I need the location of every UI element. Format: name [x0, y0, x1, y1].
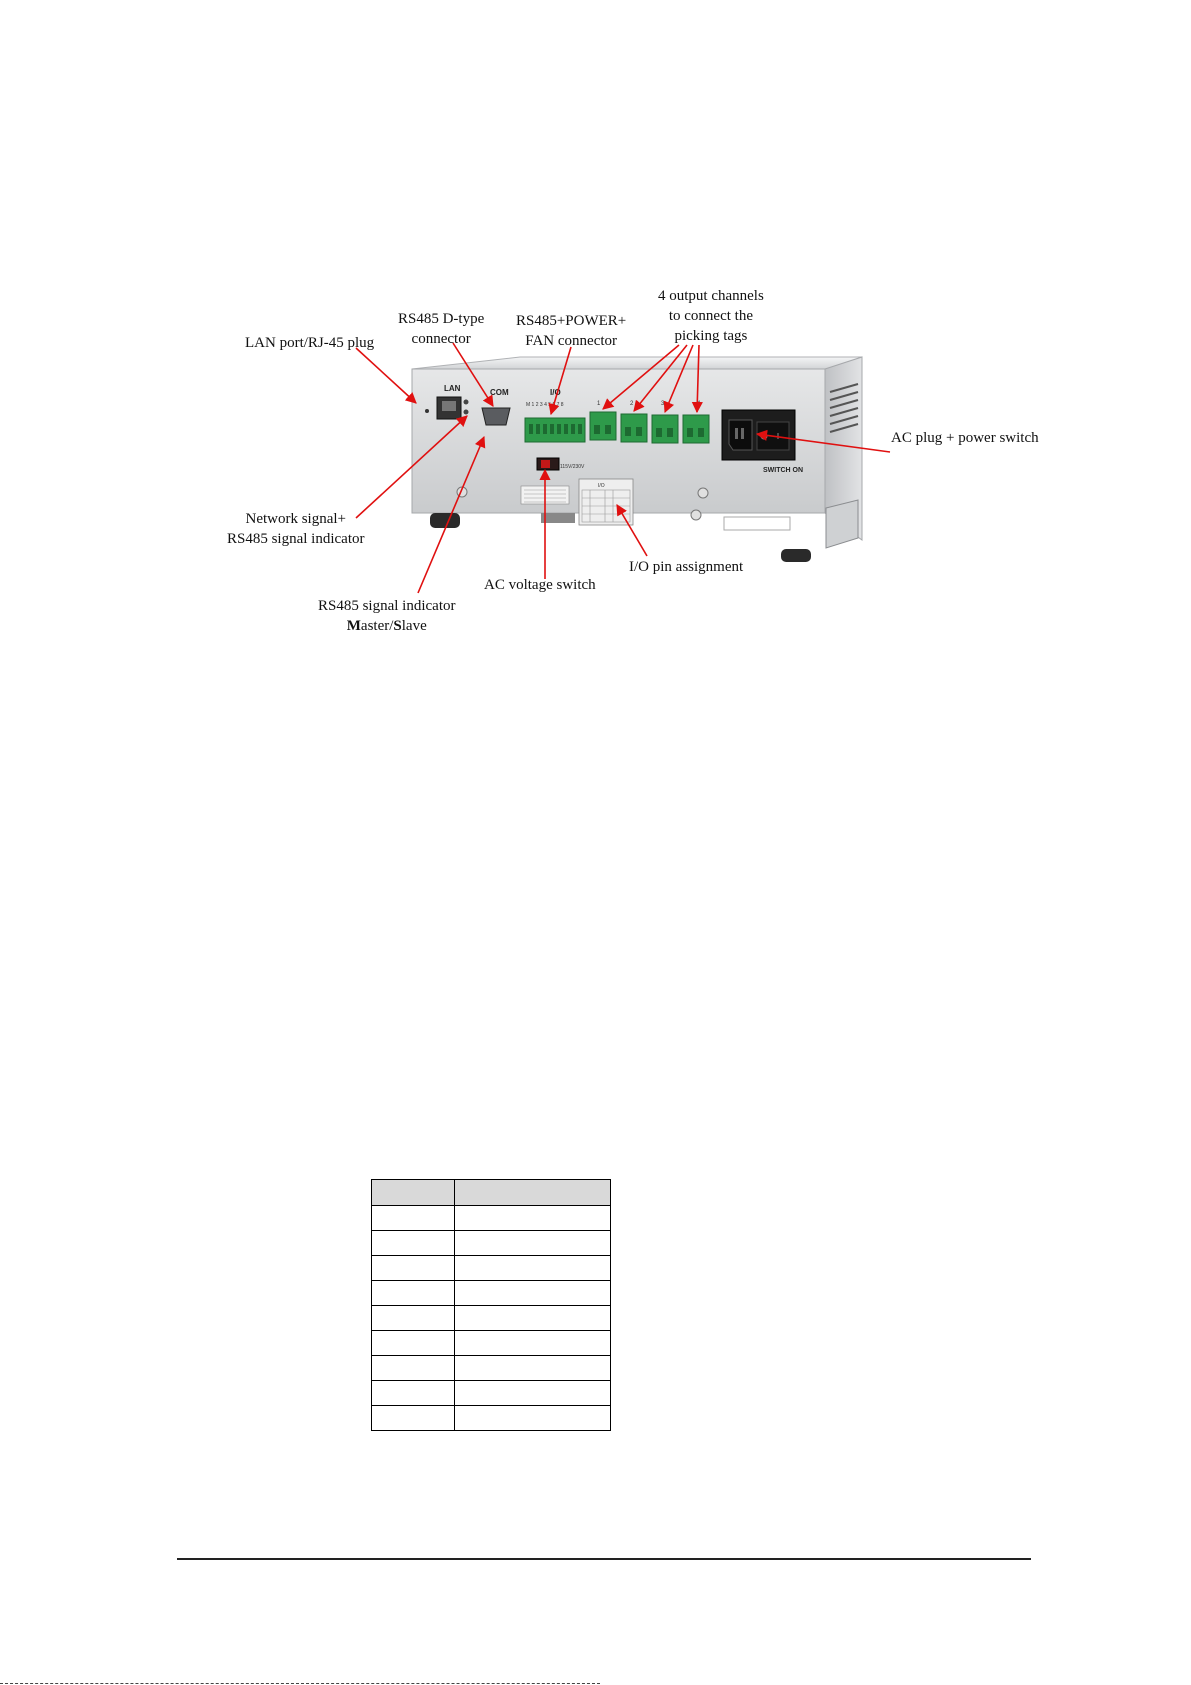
label-output-line2: to connect the	[668, 308, 753, 324]
table-cell	[455, 1256, 611, 1281]
master-initial: M	[346, 618, 361, 634]
label-ac-plug: AC plug + power switch	[891, 430, 1039, 446]
table-row	[372, 1231, 611, 1256]
table-row	[372, 1381, 611, 1406]
table-cell	[455, 1206, 611, 1231]
label-rs485-dtype	[398, 309, 484, 349]
label-network-line1: Network signal+	[245, 511, 347, 527]
table-row	[372, 1331, 611, 1356]
table-header-cell	[372, 1180, 455, 1206]
table-cell	[455, 1331, 611, 1356]
svg-text:1: 1	[597, 401, 601, 407]
table-row	[372, 1256, 611, 1281]
table-row	[372, 1406, 611, 1431]
table-cell	[455, 1306, 611, 1331]
svg-text:2: 2	[630, 401, 634, 407]
label-output-line1: 4 output channels	[658, 288, 764, 304]
dtype-connector	[482, 408, 510, 425]
switch-on-marking: SWITCH ON	[763, 467, 804, 474]
output-channel-1	[590, 412, 616, 440]
table-cell	[372, 1356, 455, 1381]
table-cell	[455, 1406, 611, 1431]
label-io-pin: I/O pin assignment	[629, 559, 744, 575]
footer-divider	[177, 1558, 1031, 1560]
indicator-led-2	[464, 410, 469, 415]
label-network-signal	[227, 509, 365, 549]
table-cell	[372, 1256, 455, 1281]
label-network-line2: RS485 signal indicator	[227, 531, 365, 547]
label-output-line3: picking tags	[674, 328, 748, 344]
page-bottom-edge	[0, 1683, 600, 1684]
label-rs485-indicator	[318, 596, 456, 636]
label-rs485-dtype-line2: connector	[411, 331, 471, 347]
svg-text:3: 3	[661, 401, 665, 407]
label-rs485-power-line2: FAN connector	[525, 333, 618, 349]
label-rs485-power-line1: RS485+POWER+	[516, 313, 627, 329]
arrow-lan-port	[356, 348, 416, 403]
svg-text:4: 4	[697, 401, 701, 407]
pin-assignment-table	[371, 1179, 611, 1431]
table-row	[372, 1281, 611, 1306]
table-cell	[372, 1381, 455, 1406]
table-cell	[455, 1356, 611, 1381]
svg-text:I/O: I/O	[598, 483, 605, 489]
lan-marking: LAN	[444, 384, 461, 393]
slave-initial: S	[393, 618, 402, 634]
label-rs485-power	[516, 311, 626, 351]
io-pin-numbers: M 1 2 3 4 5 6 7 8	[526, 402, 564, 408]
io-marking: I/O	[550, 388, 561, 397]
table-header-cell	[455, 1180, 611, 1206]
label-rs485-dtype-line1: RS485 D-type	[398, 311, 485, 327]
table-cell	[455, 1231, 611, 1256]
table-cell	[372, 1306, 455, 1331]
table-row	[372, 1356, 611, 1381]
table-row	[372, 1206, 611, 1231]
table-cell	[372, 1281, 455, 1306]
ac-plug	[729, 420, 752, 450]
table-cell	[372, 1406, 455, 1431]
label-rs485-indicator-line1: RS485 signal indicator	[318, 598, 456, 614]
master-rest: aster/	[360, 618, 394, 634]
table-cell	[455, 1281, 611, 1306]
chassis-top	[412, 357, 862, 369]
label-output-channels	[658, 286, 764, 346]
table-header-row	[372, 1180, 611, 1206]
svg-text:115V/230V: 115V/230V	[560, 464, 585, 470]
output-channel-2	[621, 414, 647, 442]
table-row	[372, 1306, 611, 1331]
label-master-slave	[318, 616, 456, 636]
label-ac-voltage: AC voltage switch	[484, 577, 596, 593]
table-cell	[372, 1206, 455, 1231]
output-channel-4	[683, 415, 709, 443]
label-lan-port: LAN port/RJ-45 plug	[245, 335, 375, 351]
table-cell	[455, 1381, 611, 1406]
indicator-led-1	[464, 400, 469, 405]
com-marking: COM	[490, 388, 509, 397]
table-cell	[372, 1231, 455, 1256]
io-terminal-block	[525, 418, 585, 442]
slave-rest: lave	[401, 618, 427, 634]
output-channel-3	[652, 415, 678, 443]
table-cell	[372, 1331, 455, 1356]
